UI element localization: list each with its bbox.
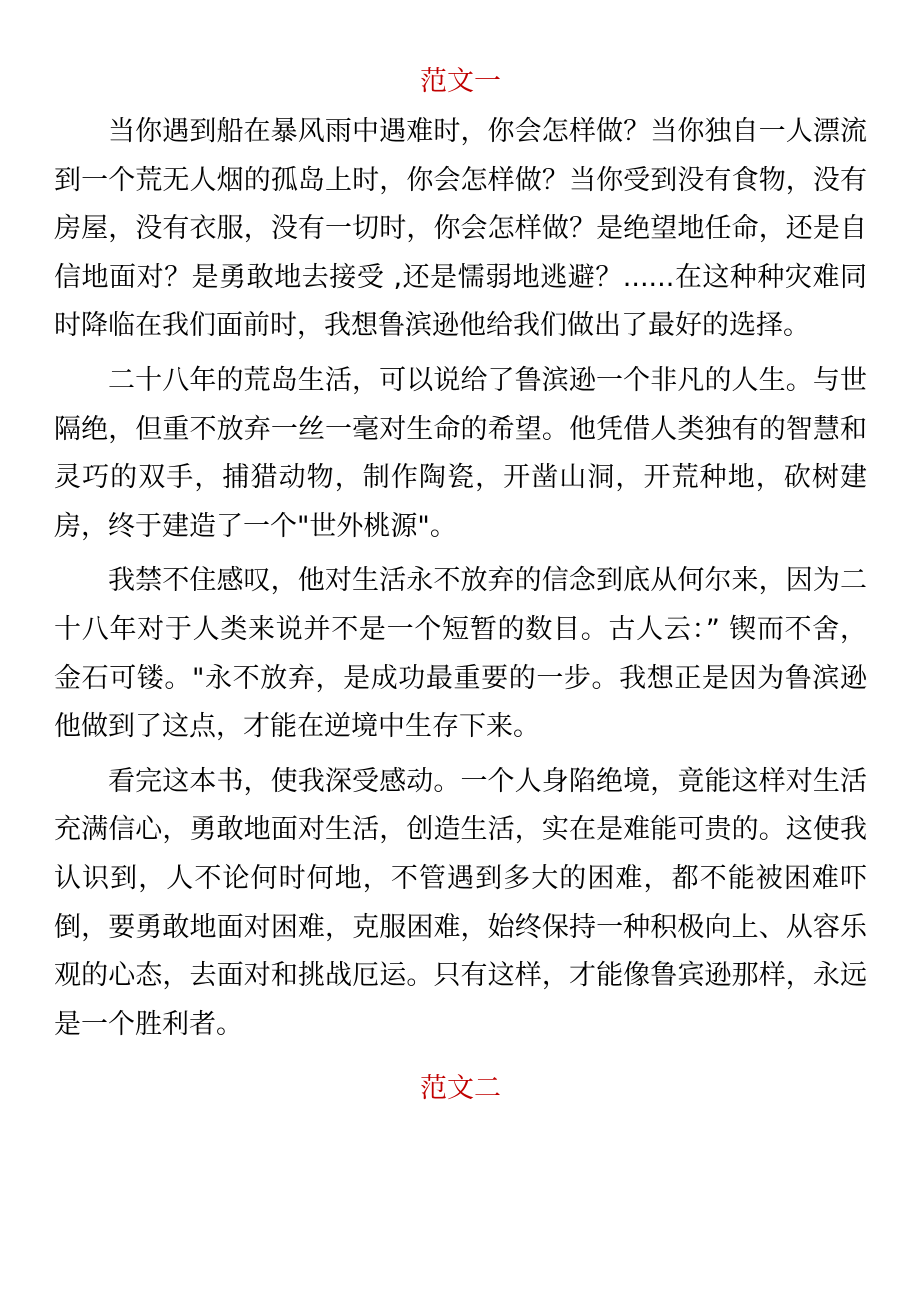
paragraph-1: 当你遇到船在暴风雨中遇难时，你会怎样做？当你独自一人漂流到一个荒无人烟的孤岛上时，你会怎样做？当你受到没有食物，没有房屋，没有衣服，没有一切时，你会怎样做？是绝望地任命，还是自信地面对？是勇敢地去接受 ,还是懦弱地逃避？......在这种种灾难同时降临在我们面前时，我想鲁滨逊他给我们做出了最好的选择。 <box>54 116 867 342</box>
paragraph-2: 二十八年的荒岛生活，可以说给了鲁滨逊一个非凡的人生。与世隔绝，但重不放弃一丝一毫对生命的希望。他凭借人类独有的智慧和灵巧的双手，捕猎动物，制作陶瓷，开凿山洞，开荒种地，砍树建房，终于建造了一个"世外桃源"。 <box>54 364 867 542</box>
section-heading-sample-2: 范文二 <box>420 1073 501 1105</box>
section-heading-sample-1: 范文一 <box>420 66 501 97</box>
document-page <box>54 60 867 1111</box>
paragraph-3: 我禁不住感叹，他对生活永不放弃的信念到底从何尔来，因为二十八年对于人类来说并不是一个短暂的数目。古人云：” 锲而不舍，金石可镂。"永不放弃，是成功最重要的一步。我想正是因为鲁滨逊他做到了这点，才能在逆境中生存下来。 <box>54 565 867 743</box>
paragraph-4: 看完这本书，使我深受感动。一个人身陷绝境，竟能这样对生活充满信心，勇敢地面对生活，创造生活，实在是难能可贵的。这使我认识到，人不论何时何地，不管遇到多大的困难，都不能被困难吓倒，要勇敢地面对困难，克服困难，始终保持一种积极向上、从容乐观的心态，去面对和挑战厄运。只有这样，才能像鲁宾逊那样，永远是一个胜利者。 <box>54 765 867 1040</box>
